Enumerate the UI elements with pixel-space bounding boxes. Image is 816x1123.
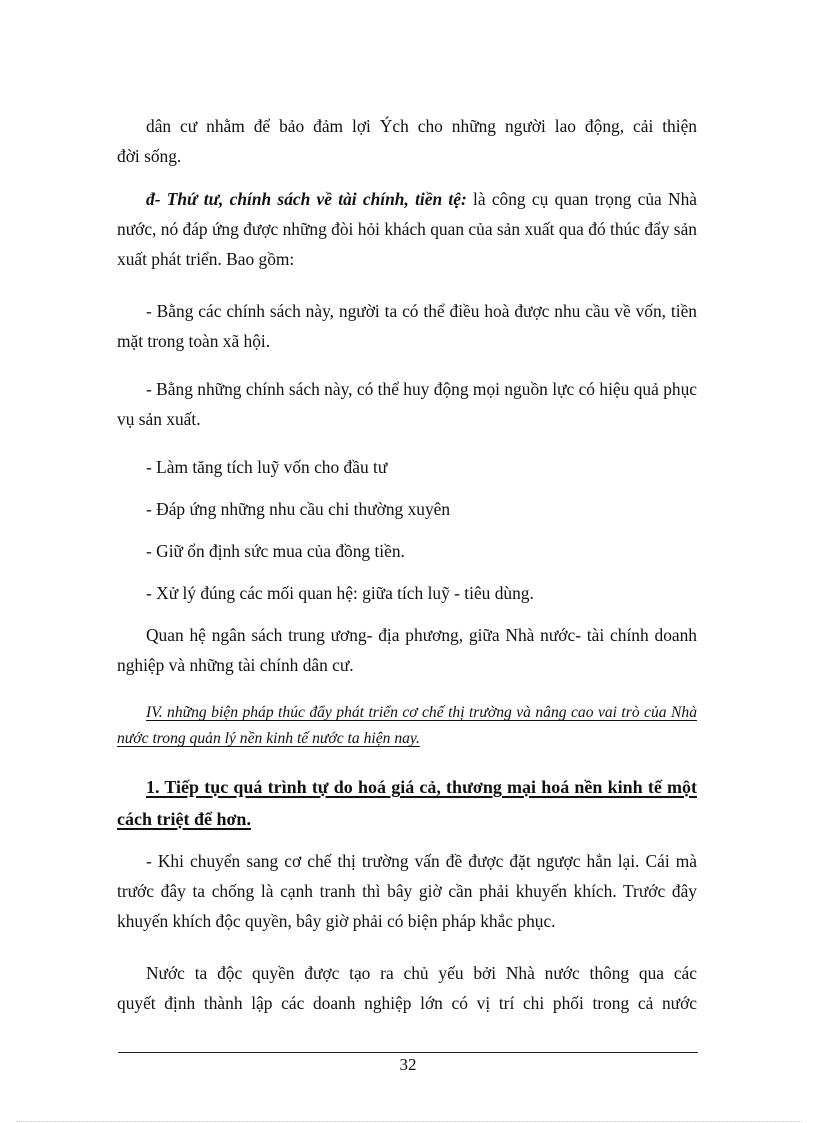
paragraph-body: là công cụ quan trọng của Nhà nước, nó đáp ứng được những đòi hỏi khách quan của sản xuất qua đó thúc đẩy sản xuất phát triển. Bao gồm: xyxy=(117,189,697,269)
bullet-item xyxy=(117,494,697,524)
bullet-text: - Xử lý đúng các mối quan hệ: giữa tích luỹ - tiêu dùng. xyxy=(146,583,534,603)
paragraph-budget-relations xyxy=(117,620,697,680)
paragraph-line: quyết định thành lập các doanh nghiệp lớn có vị trí chi phối trong cả nước xyxy=(117,993,697,1013)
paragraph-continuation xyxy=(117,111,697,171)
bullet-item xyxy=(117,296,697,356)
bullet-text: - Làm tăng tích luỹ vốn cho đầu tư xyxy=(146,457,388,477)
page-number: 32 xyxy=(399,1055,417,1074)
bullet-text: - Bằng những chính sách này, có thể huy động mọi nguồn lực có hiệu quả phục vụ sản xuất. xyxy=(117,379,697,429)
paragraph-financial-policy xyxy=(117,184,697,274)
paragraph-market-shift xyxy=(117,846,697,936)
paragraph xyxy=(117,184,697,274)
paragraph-line: đời sống. xyxy=(117,146,182,166)
paragraph-monopoly xyxy=(117,958,697,1018)
paragraph: - Khi chuyển sang cơ chế thị trường vấn đề được đặt ngược hẳn lại. Cái mà trước đây ta chống là cạnh tranh thì bây giờ cần phải khuyến khích. Trước đây khuyến khích độc quyền, bây giờ phải có biện pháp khắc phục. xyxy=(117,851,697,931)
bullet-text: - Đáp ứng những nhu cầu chi thường xuyên xyxy=(146,499,451,519)
section-iv-heading xyxy=(117,700,697,752)
paragraph-line: Nước ta độc quyền được tạo ra chủ yếu bởi Nhà nước thông qua các xyxy=(146,963,697,983)
page-edge-dots xyxy=(16,1121,802,1122)
subsection-heading xyxy=(117,771,697,835)
paragraph-line: dân cư nhằm để bảo đảm lợi Ých cho những người lao động, cải thiện xyxy=(146,116,697,136)
bullet-item xyxy=(117,452,697,482)
bullet-item xyxy=(117,374,697,434)
section-heading: IV. những biện pháp thúc đẩy phát triển cơ chế thị trường và nâng cao vai trò của Nhà nước trong quản lý nền kinh tế nước ta hiện nay. xyxy=(117,704,697,747)
paragraph: Quan hệ ngân sách trung ương- địa phương, giữa Nhà nước- tài chính doanh nghiệp và những tài chính dân cư. xyxy=(117,625,697,675)
bullet-text: - Giữ ổn định sức mua của đồng tiền. xyxy=(146,541,405,561)
paragraph-lead: đ- Thứ tư, chính sách về tài chính, tiền tệ: xyxy=(146,189,467,209)
heading-1: 1. Tiếp tục quá trình tự do hoá giá cả, thương mại hoá nền kinh tế một cách triệt để hơn. xyxy=(117,777,697,829)
bullet-text: - Bằng các chính sách này, người ta có thể điều hoà được nhu cầu về vốn, tiền mặt trong toàn xã hội. xyxy=(117,301,697,351)
bullet-item xyxy=(117,536,697,566)
bullet-item xyxy=(117,578,697,608)
footer-divider xyxy=(118,1052,698,1053)
